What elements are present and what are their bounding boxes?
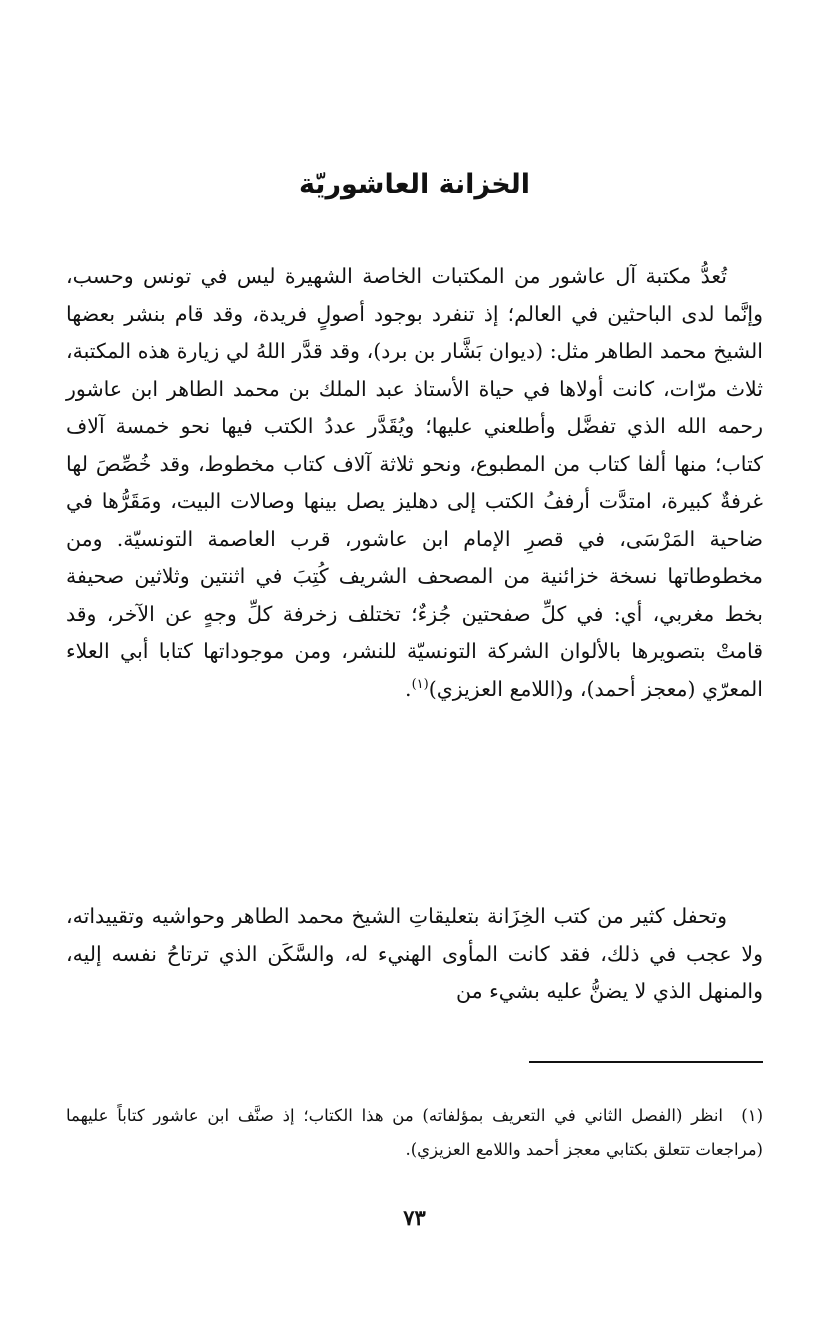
paragraph-2: وتحفل كثير من كتب الخِزَانة بتعليقاتِ الشيخ محمد الطاهر وحواشيه وتقييداته، ولا عجب في ذلك، فقد كانت المأوى الهنيء له، والسَّكَن الذي ترتاحُ نفسه إليه، والمنهل الذي لا يضنُّ عليه بشيء من — [66, 904, 763, 1003]
footnote-number: (١) — [741, 1106, 763, 1125]
footnote-divider — [529, 1061, 763, 1063]
paragraph-1-text: تُعدُّ مكتبة آل عاشور من المكتبات الخاصة الشهيرة ليس في تونس وحسب، وإنَّما لدى الباحثين في العالم؛ إذ تنفرد بوجود أصولٍ فريدة، وقد قام بنشر بعضها الشيخ محمد الطاهر مثل: (ديوان بَشَّار بن برد)، وقد قدَّر اللهُ لي زيارة هذه المكتبة، ثلاث مرّات، كانت أولاها في حياة الأستاذ عبد الملك بن محمد الطاهر ابن عاشور رحمه الله الذي تفضَّل وأطلعني عليها؛ ويُقَدَّر عددُ الكتب فيها نحو خمسة آلاف كتاب؛ منها ألفا كتاب من المطبوع، ونحو ثلاثة آلاف كتاب مخطوط، وقد خُصِّصَ لها غرفةٌ كبيرة، امتدَّت أرففُ الكتب إلى دهليز يصل بينها وصالات البيت، ومَقَرُّها في ضاحية المَرْسَى، في قصرِ الإمام ابن عاشور، قرب العاصمة التونسيّة. ومن مخطوطاتها نسخة خزائنية من المصحف الشريف كُتِبَ في اثنتين وثلاثين صحيفة بخط مغربي، أي: في كلِّ صفحتين جُزءٌ؛ تختلف زخرفة كلِّ وجهٍ عن الآخر، وقد قامتْ بتصويرها بالألوان الشركة التونسيّة للنشر، ومن موجوداتها كتابا أبي العلاء المعرّي (معجز أحمد)، و(اللامع العزيزي) — [66, 264, 763, 701]
footnote — [66, 1099, 763, 1167]
page-number: ٧٣ — [403, 1205, 426, 1230]
paragraph-1-end: . — [405, 676, 412, 701]
page-title: الخزانة العاشوريّة — [298, 169, 531, 200]
footnote-reference: (١) — [411, 676, 429, 692]
paragraph-1 — [66, 258, 763, 708]
footnote-text: انظر (الفصل الثاني في التعريف بمؤلفاته) من هذا الكتاب؛ إذ صنَّف ابن عاشور كتاباً عليهما (مراجعات تتعلق بكتابي معجز أحمد واللامع العزيزي). — [66, 1106, 763, 1159]
